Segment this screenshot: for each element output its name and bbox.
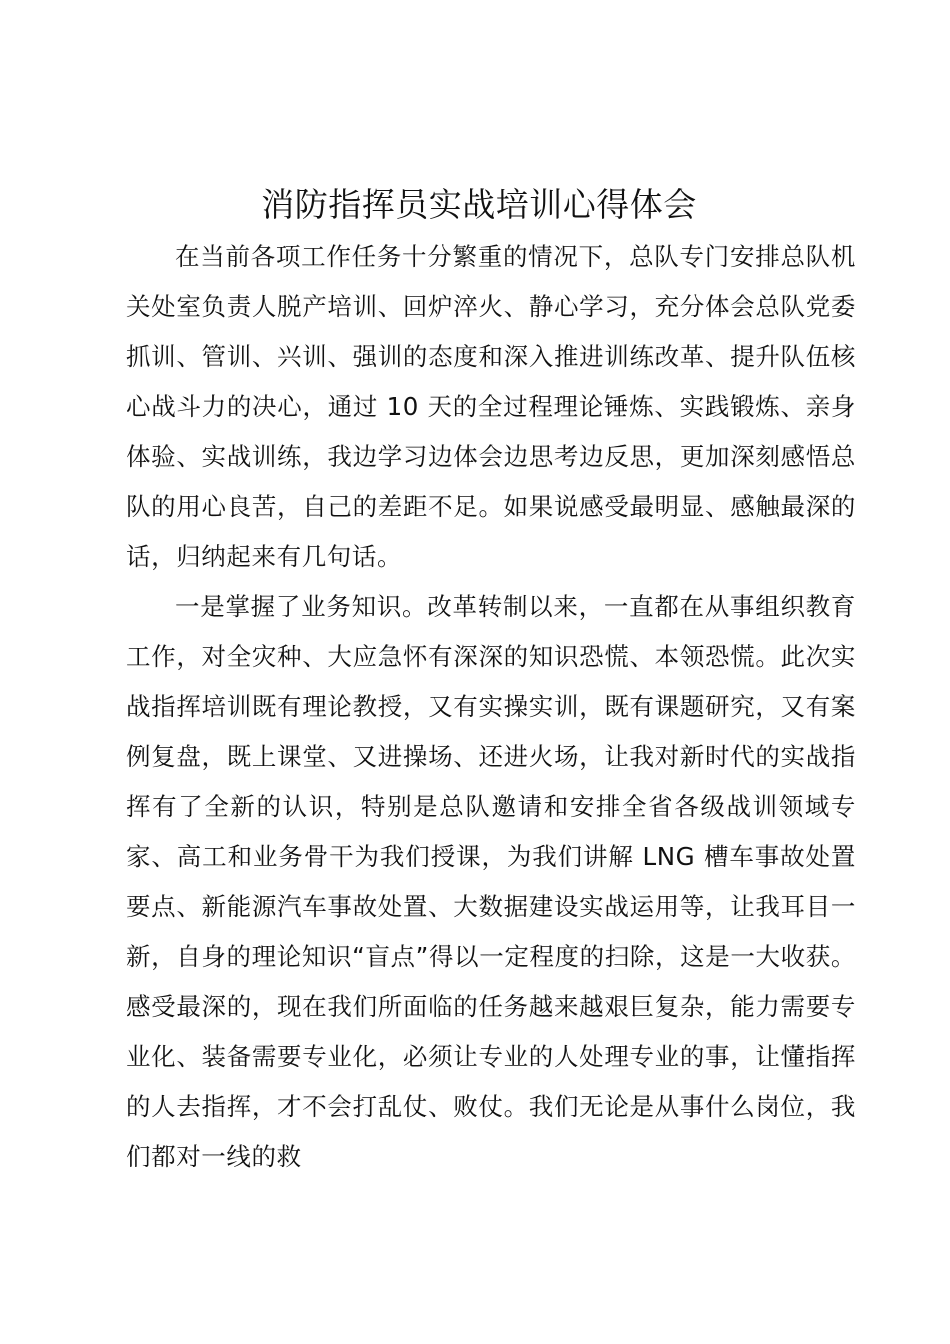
paragraph-business-knowledge: 一是掌握了业务知识。改革转制以来，一直都在从事组织教育工作，对全灾种、大应急怀有深深的知识恐慌、本领恐慌。此次实战指挥培训既有理论教授，又有实操实训，既有课题研究，又有案例复盘，既上课堂、又进操场、还进火场，让我对新时代的实战指挥有了全新的认识，特别是总队邀请和安排全省各级战训领域专家、高工和业务骨干为我们授课，为我们讲解 LNG 槽车事故处置要点、新能源汽车事故处置、大数据建设实战运用等，让我耳目一新，自身的理论知识“盲点”得以一定程度的扫除，这是一大收获。感受最深的，现在我们所面临的任务越来越艰巨复杂，能力需要专业化、装备需要专业化，必须让专业的人处理专业的事，让懂指挥的人去指挥，才不会打乱仗、败仗。我们无论是从事什么岗位，我们都对一线的救 [126, 592, 856, 1171]
paragraph-intro: 在当前各项工作任务十分繁重的情况下，总队专门安排总队机关处室负责人脱产培训、回炉淬火、静心学习，充分体会总队党委抓训、管训、兴训、强训的态度和深入推进训练改革、提升队伍核心战斗力的决心，通过 10 天的全过程理论锤炼、实践锻炼、亲身体验、实战训练，我边学习边体会边思考边反思，更加深刻感悟总队的用心良苦，自己的差距不足。如果说感受最明显、感触最深的话，归纳起来有几句话。 [126, 242, 856, 571]
document-body [126, 232, 856, 1182]
document-title: 消防指挥员实战培训心得体会 [261, 185, 697, 224]
